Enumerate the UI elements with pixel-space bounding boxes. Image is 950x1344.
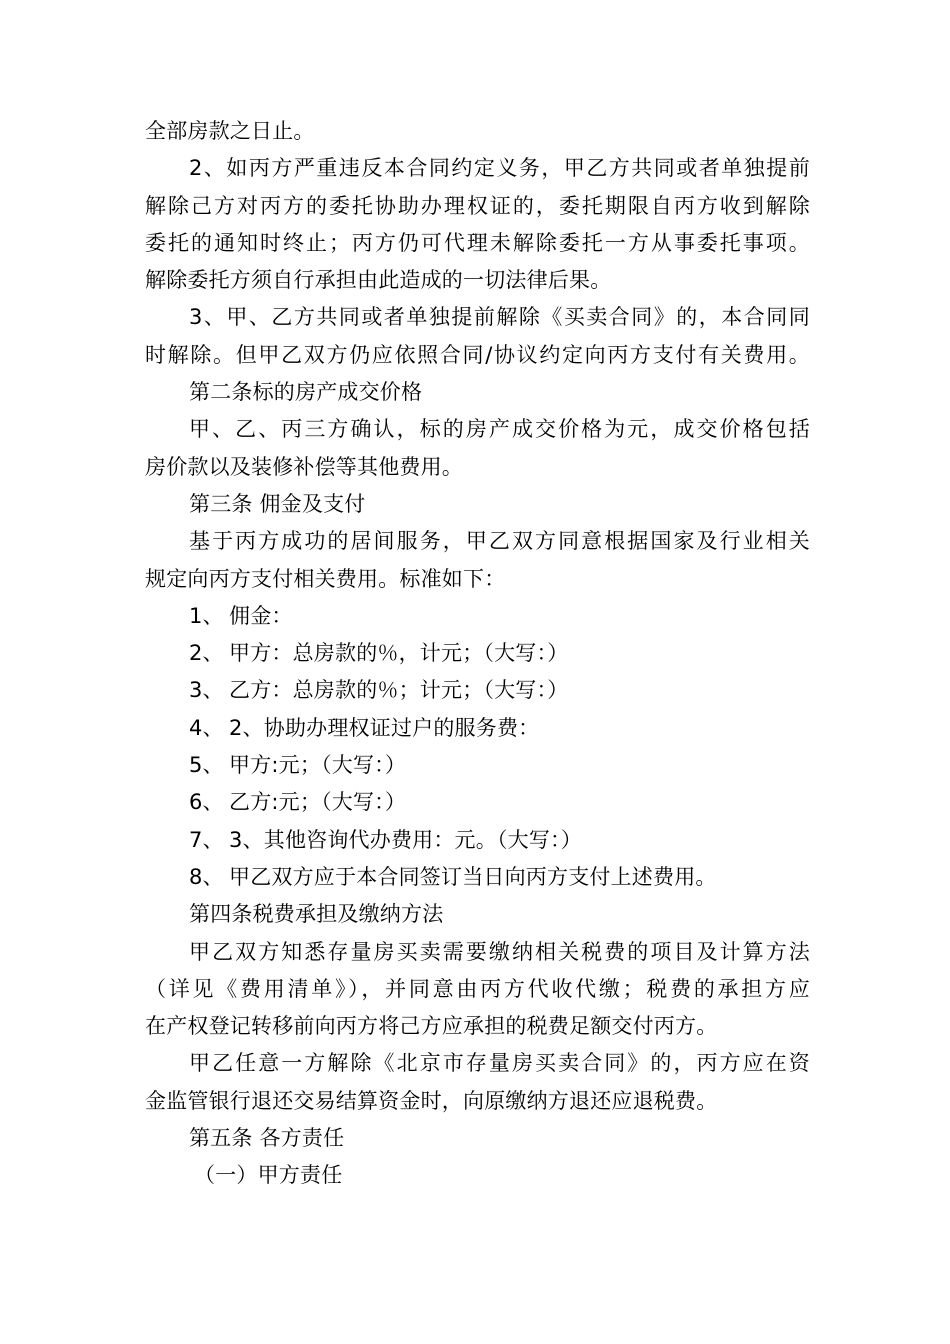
list-number: 8、 [189,864,224,889]
list-number: 5、 [189,753,224,778]
text-line: 房价款以及装修补偿等其他费用。 [145,454,463,479]
section-heading: 第二条标的房产成交价格 [189,380,423,405]
text-line: 委托的通知时终止；丙方仍可代理未解除委托一方从事委托事项。 [145,230,810,255]
list-number: 3、 [189,678,224,703]
section-heading: 第四条税费承担及缴纳方法 [189,902,444,927]
list-text: 甲乙双方应于本合同签订当日向丙方支付上述费用。 [229,864,717,889]
text-line: 全部房款之日止。 [145,119,315,143]
list-text: 佣金： [229,603,293,628]
text-line: 甲乙任意一方解除《北京市存量房买卖合同》的，丙方应在资 [189,1051,810,1076]
text-line: 基于丙方成功的居间服务，甲乙双方同意根据国家及行业相关 [189,529,810,554]
list-number: 6、 [189,790,224,815]
list-item [145,784,810,821]
list-number: 1、 [189,603,224,628]
text-line: 2、如丙方严重违反本合同约定义务，甲乙方共同或者单独提前 [189,156,810,181]
list-number: 4、 [189,715,224,740]
list-text: 乙方：总房款的％；计元；（大写：） [229,678,569,703]
list-text: 甲方:元；（大写：） [229,753,407,778]
text-line: 规定向丙方支付相关费用。标准如下： [145,566,506,591]
list-text: 2、协助办理权证过户的服务费： [229,715,540,740]
text-line: 3、甲、乙方共同或者单独提前解除《买卖合同》的，本合同同 [189,305,810,330]
subsection-heading: （一）甲方责任 [194,1163,343,1188]
list-number: 7、 [189,827,224,852]
text-line: 解除己方对丙方的委托协助办理权证的，委托期限自丙方收到解除 [145,193,810,218]
list-item [145,747,810,784]
list-text: 甲方：总房款的％，计元；（大写：） [229,641,569,666]
text-line: 解除委托方须自行承担由此造成的一切法律后果。 [145,268,612,293]
section-heading: 第五条 各方责任 [189,1126,345,1151]
text-line: 时解除。但甲乙双方仍应依照合同/协议约定向丙方支付有关费用。 [145,342,810,367]
list-item [145,635,810,672]
text-line: 金监管银行退还交易结算资金时，向原缴纳方退还应退税费。 [145,1088,718,1113]
section-heading: 第三条 佣金及支付 [189,491,366,516]
list-text: 3、其他咨询代办费用：元。（大写：） [229,827,582,852]
text-line: （详见《费用清单》），并同意由丙方代收代缴；税费的承担方应 [145,976,810,1001]
list-item [145,859,810,896]
list-item [145,598,810,635]
list-item [145,672,810,709]
text-line: 在产权登记转移前向丙方将己方应承担的税费足额交付丙方。 [145,1014,718,1039]
document-body [145,113,810,1195]
list-item [145,822,810,859]
text-line: 甲乙双方知悉存量房买卖需要缴纳相关税费的项目及计算方法 [189,939,810,964]
list-number: 2、 [189,641,224,666]
text-line: 甲、乙、丙三方确认，标的房产成交价格为元，成交价格包括 [189,417,810,442]
list-text: 乙方:元；（大写：） [229,790,407,815]
list-item [145,710,810,747]
